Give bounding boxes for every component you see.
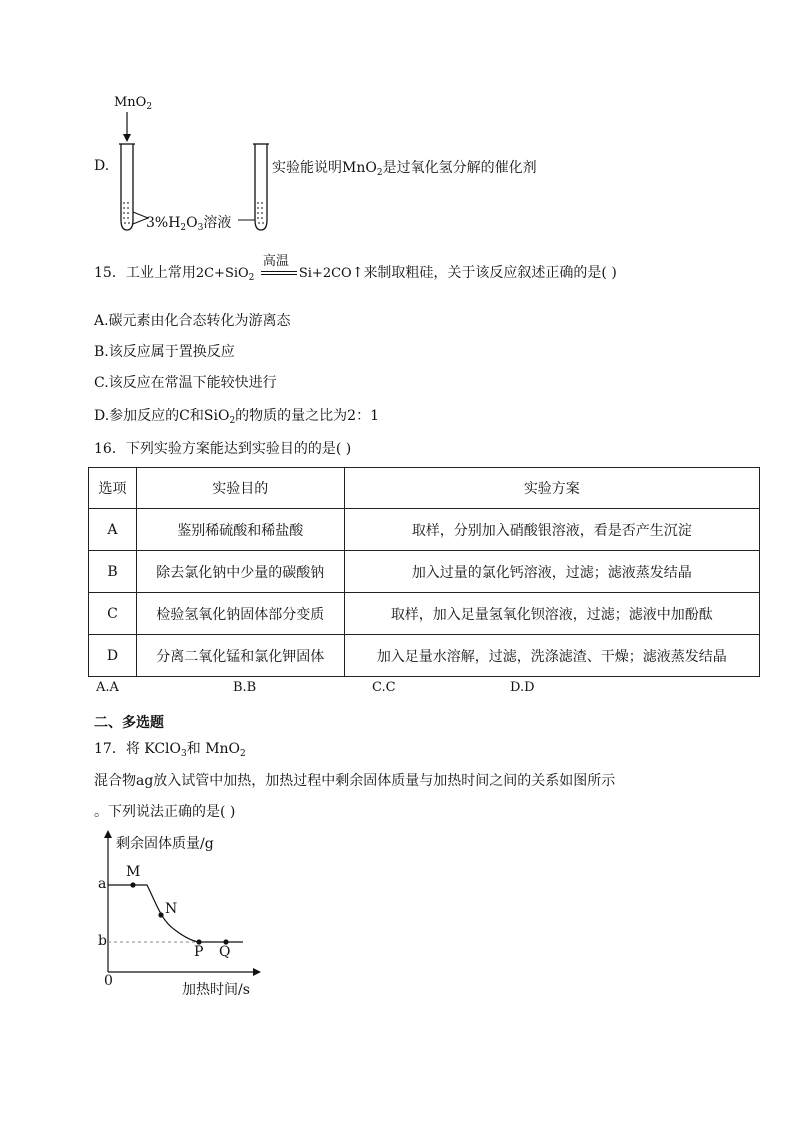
- table-row: [89, 551, 760, 593]
- q16-choice-b: B.B: [233, 680, 257, 695]
- chart-point-n-label: N: [165, 901, 178, 917]
- q15-option-a: A.碳元素由化合态转化为游离态: [94, 313, 291, 329]
- q16-options-table: [88, 467, 760, 677]
- chart-point-q-label: Q: [219, 944, 231, 960]
- table-cell: A: [89, 509, 137, 551]
- q15-option-d: D.参加反应的C和SiO$_2$的物质的量之比为2：1: [94, 408, 379, 426]
- table-header-cell: 实验方案: [344, 468, 759, 509]
- reaction-condition: 高温: [259, 266, 299, 280]
- q16-stem: 16．下列实验方案能达到实验目的的是( ): [94, 441, 352, 457]
- q17-stem-line2: 混合物ag放入试管中加热，加热过程中剩余固体质量与加热时间之间的关系如图所示: [94, 773, 616, 789]
- right-test-tube: [253, 144, 269, 230]
- left-test-tube: [119, 144, 135, 230]
- chart-point-m-label: M: [126, 864, 141, 880]
- down-arrow-icon: [123, 112, 131, 142]
- q17-stem-line1: 17．将 KClO$_3$和 MnO$_2$: [94, 741, 246, 759]
- q16-choice-a: A.A: [96, 680, 119, 695]
- table-cell: D: [89, 635, 137, 677]
- section-title: 二、多选题: [94, 715, 164, 731]
- table-cell: B: [89, 551, 137, 593]
- table-row: [89, 635, 760, 677]
- chart-ytick-b: b: [98, 933, 107, 949]
- table-row: [89, 593, 760, 635]
- q14-option-d-statement: 实验能说明MnO$_2$是过氧化氢分解的催化剂: [272, 160, 537, 178]
- table-header-cell: 实验目的: [136, 468, 344, 509]
- q16-choice-c: C.C: [372, 680, 396, 695]
- table-cell: 分离二氧化锰和氯化钾固体: [136, 635, 344, 677]
- chart-origin-label: 0: [104, 973, 113, 989]
- q17-stem-line3: 。下列说法正确的是( ): [94, 804, 236, 820]
- point-n: [158, 912, 163, 917]
- table-header-row: [89, 468, 760, 509]
- table-cell: 取样，分别加入硝酸银溶液，看是否产生沉淀: [344, 509, 759, 551]
- point-m: [130, 882, 135, 887]
- table-cell: 除去氯化钠中少量的碳酸钠: [136, 551, 344, 593]
- chart-x-label: 加热时间/s: [182, 982, 250, 998]
- table-cell: C: [89, 593, 137, 635]
- q15-option-c: C.该反应在常温下能较快进行: [94, 375, 277, 391]
- q14-option-d-label: D.: [94, 158, 110, 174]
- table-cell: 取样，加入足量氢氧化钡溶液，过滤；滤液中加酚酞: [344, 593, 759, 635]
- q15-stem: 15．工业上常用2C+SiO$_2$ 高温 Si+2CO↑来制取粗硅，关于该反应叙述正确的是( ): [94, 254, 617, 283]
- mno2-reagent-label: MnO$_2$: [114, 95, 153, 112]
- chart-y-label: 剩余固体质量/g: [116, 836, 214, 852]
- table-row: [89, 509, 760, 551]
- q17-mass-time-chart: [95, 830, 270, 998]
- q16-choice-d: D.D: [510, 680, 535, 695]
- q15-option-b: B.该反应属于置换反应: [94, 344, 235, 360]
- chart-ytick-a: a: [98, 876, 107, 892]
- table-cell: 加入过量的氯化钙溶液，过滤；滤液蒸发结晶: [344, 551, 759, 593]
- chart-point-p-label: P: [194, 944, 204, 960]
- up-arrow-icon: ↑: [351, 265, 364, 281]
- table-cell: 加入足量水溶解，过滤，洗涤滤渣、干燥；滤液蒸发结晶: [344, 635, 759, 677]
- h2o2-solution-label: $3\%H_2O_3$溶液: [146, 215, 232, 233]
- table-cell: 鉴别稀硫酸和稀盐酸: [136, 509, 344, 551]
- y-axis-arrow-icon: [104, 830, 112, 838]
- x-axis-arrow-icon: [253, 968, 261, 976]
- table-cell: 检验氢氧化钠固体部分变质: [136, 593, 344, 635]
- table-header-cell: 选项: [89, 468, 137, 509]
